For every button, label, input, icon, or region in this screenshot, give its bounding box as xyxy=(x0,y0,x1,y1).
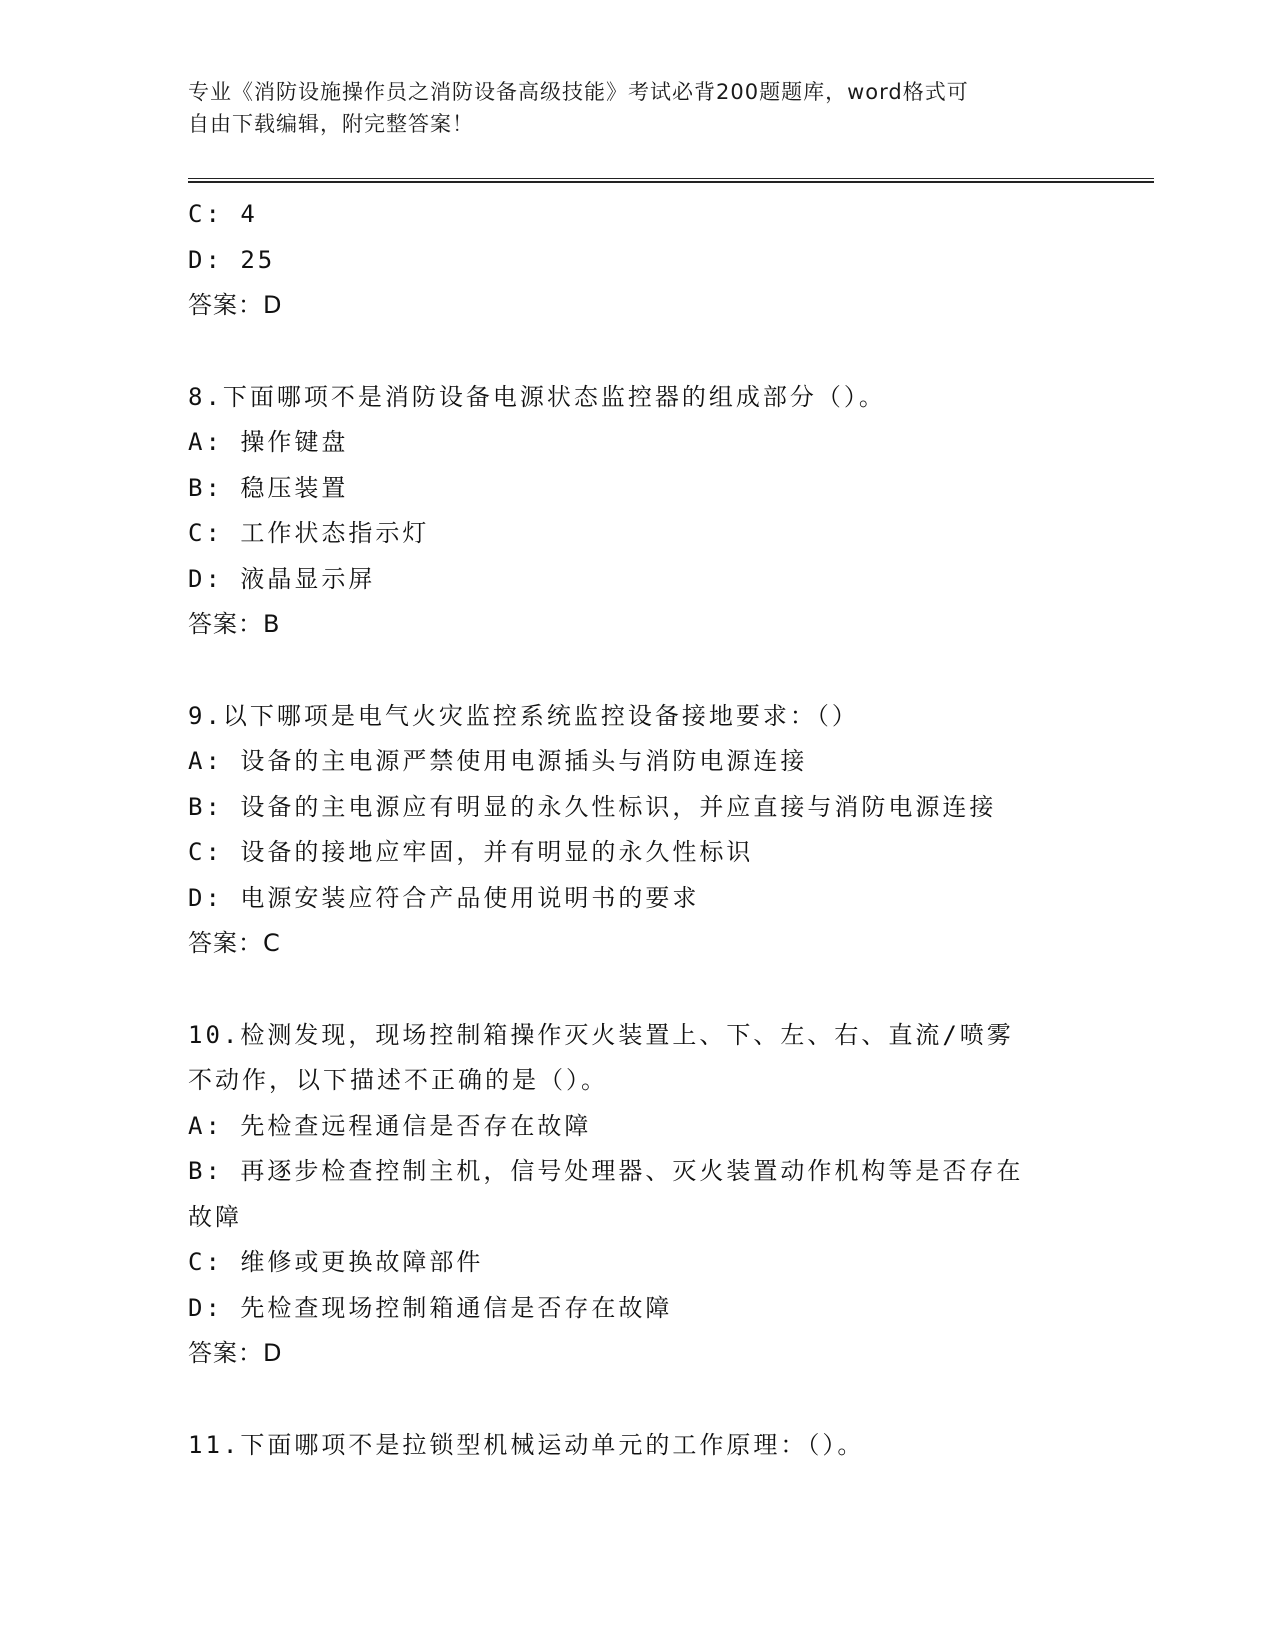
option-a: A: 先检查远程通信是否存在故障 xyxy=(188,1111,592,1140)
option-b-continued: 故障 xyxy=(188,1202,242,1231)
question-7-remainder xyxy=(188,192,1088,329)
option-d: D: 液晶显示屏 xyxy=(188,564,376,593)
answer-line: 答案：D xyxy=(188,1339,283,1367)
option-c: C: 工作状态指示灯 xyxy=(188,519,430,547)
answer-line: 答案：D xyxy=(188,291,283,319)
option-b: B: 稳压装置 xyxy=(188,473,349,502)
question-8 xyxy=(188,375,1088,648)
header-line-2: 自由下载编辑，附完整答案！ xyxy=(188,112,474,136)
option-a: A: 设备的主电源严禁使用电源插头与消防电源连接 xyxy=(188,747,808,775)
option-d: D: 25 xyxy=(188,245,276,274)
option-d: D: 电源安装应符合产品使用说明书的要求 xyxy=(188,883,700,912)
option-b: B: 再逐步检查控制主机，信号处理器、灭火装置动作机构等是否存在 xyxy=(188,1157,1024,1185)
spacer xyxy=(188,1377,1088,1423)
option-d: D: 先检查现场控制箱通信是否存在故障 xyxy=(188,1293,673,1322)
answer-line: 答案：C xyxy=(188,929,281,957)
header-divider xyxy=(188,178,1154,183)
question-9 xyxy=(188,694,1088,967)
option-c: C: 维修或更换故障部件 xyxy=(188,1248,484,1276)
question-stem-line-1: 10.检测发现，现场控制箱操作灭火装置上、下、左、右、直流/喷雾 xyxy=(188,1020,1014,1049)
question-stem-line-2: 不动作，以下描述不正确的是（）。 xyxy=(188,1066,608,1094)
question-10 xyxy=(188,1013,1088,1377)
option-a: A: 操作键盘 xyxy=(188,428,349,456)
question-stem: 11.下面哪项不是拉锁型机械运动单元的工作原理：（）。 xyxy=(188,1430,865,1459)
spacer xyxy=(188,329,1088,375)
question-stem: 8.下面哪项不是消防设备电源状态监控器的组成部分（）。 xyxy=(188,382,886,411)
question-content xyxy=(188,192,1088,1468)
option-b: B: 设备的主电源应有明显的永久性标识，并应直接与消防电源连接 xyxy=(188,792,997,821)
spacer xyxy=(188,967,1088,1013)
option-c: C: 设备的接地应牢固，并有明显的永久性标识 xyxy=(188,838,754,866)
question-11 xyxy=(188,1423,1088,1469)
question-stem: 9.以下哪项是电气火灾监控系统监控设备接地要求：（） xyxy=(188,701,859,730)
header-line-1: 专业《消防设施操作员之消防设备高级技能》考试必背200题题库，word格式可 xyxy=(188,80,969,104)
option-c: C: 4 xyxy=(188,200,258,228)
document-header xyxy=(188,76,1068,140)
answer-line: 答案：B xyxy=(188,610,281,638)
spacer xyxy=(188,648,1088,694)
